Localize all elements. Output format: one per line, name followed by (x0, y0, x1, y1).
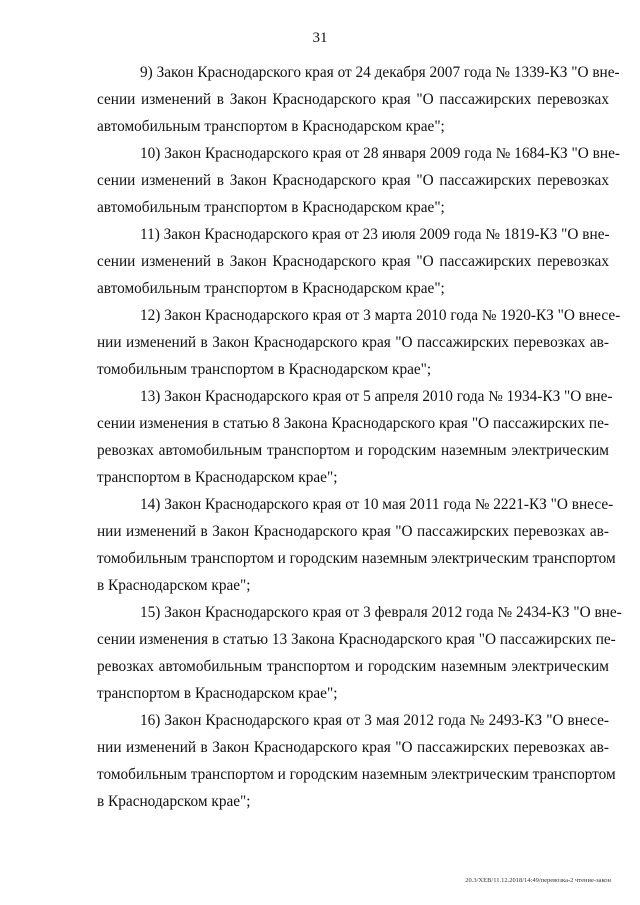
text-line: 11) Закон Краснодарского края от 23 июля 2009 года № 1819-КЗ "О вне- (140, 226, 610, 243)
list-item (97, 599, 622, 707)
text-line: сении изменения в статью 8 Закона Краснодарского края "О пассажирских пе- (97, 415, 609, 432)
list-item (97, 140, 620, 221)
text-line: сении изменения в статью 13 Закона Краснодарского края "О пассажирских пе- (97, 631, 616, 648)
text-line: 12) Закон Краснодарского края от 3 марта 2010 года № 1920-КЗ "О внесе- (140, 307, 621, 324)
text-line: 10) Закон Краснодарского края от 28 января 2009 года № 1684-КЗ "О вне- (140, 145, 620, 162)
document-body (97, 59, 622, 815)
footer-file-stamp: 20.3/ХЕВ/11.12.2018/14:49/перевозка-2 чтение-закон (465, 877, 611, 884)
text-line: нии изменений в Закон Краснодарского края "О пассажирских перевозках ав- (97, 523, 609, 540)
text-line: в Краснодарском крае"; (97, 577, 251, 594)
text-line: нии изменений в Закон Краснодарского края "О пассажирских перевозках ав- (97, 739, 609, 756)
text-line: автомобильным транспортом в Краснодарском крае"; (97, 118, 445, 135)
list-item (97, 707, 616, 815)
text-line: 9) Закон Краснодарского края от 24 декабря 2007 года № 1339-КЗ "О вне- (140, 64, 620, 81)
list-item (97, 302, 621, 383)
text-line: автомобильным транспортом в Краснодарском крае"; (97, 280, 445, 297)
text-line: автомобильным транспортом в Краснодарском крае"; (97, 199, 445, 216)
text-line: 16) Закон Краснодарского края от 3 мая 2012 года № 2493-КЗ "О внесе- (140, 712, 609, 729)
text-line: ревозках автомобильным транспортом и городским наземным электрическим (97, 442, 609, 459)
text-line: 14) Закон Краснодарского края от 10 мая 2011 года № 2221-КЗ "О внесе- (140, 496, 614, 513)
text-line: 15) Закон Краснодарского края от 3 февраля 2012 года № 2434-КЗ "О вне- (140, 604, 622, 621)
list-item (97, 491, 616, 599)
text-line: сении изменений в Закон Краснодарского края "О пассажирских перевозках (97, 172, 609, 189)
text-line: 13) Закон Краснодарского края от 5 апреля 2010 года № 1934-КЗ "О вне- (140, 388, 613, 405)
text-line: транспортом в Краснодарском крае"; (97, 685, 338, 702)
page-number: 31 (312, 30, 328, 46)
list-item (97, 59, 620, 140)
list-item (97, 221, 609, 302)
text-line: томобильным транспортом в Краснодарском крае"; (97, 361, 432, 378)
text-line: томобильным транспортом и городским наземным электрическим транспортом (97, 766, 616, 783)
text-line: томобильным транспортом и городским наземным электрическим транспортом (97, 550, 616, 567)
list-item (97, 383, 613, 491)
text-line: нии изменений в Закон Краснодарского края "О пассажирских перевозках ав- (97, 334, 609, 351)
text-line: в Краснодарском крае"; (97, 793, 251, 810)
text-line: ревозках автомобильным транспортом и городским наземным электрическим (97, 658, 609, 675)
text-line: сении изменений в Закон Краснодарского края "О пассажирских перевозках (97, 91, 609, 108)
text-line: транспортом в Краснодарском крае"; (97, 469, 338, 486)
text-line: сении изменений в Закон Краснодарского края "О пассажирских перевозках (97, 253, 609, 270)
